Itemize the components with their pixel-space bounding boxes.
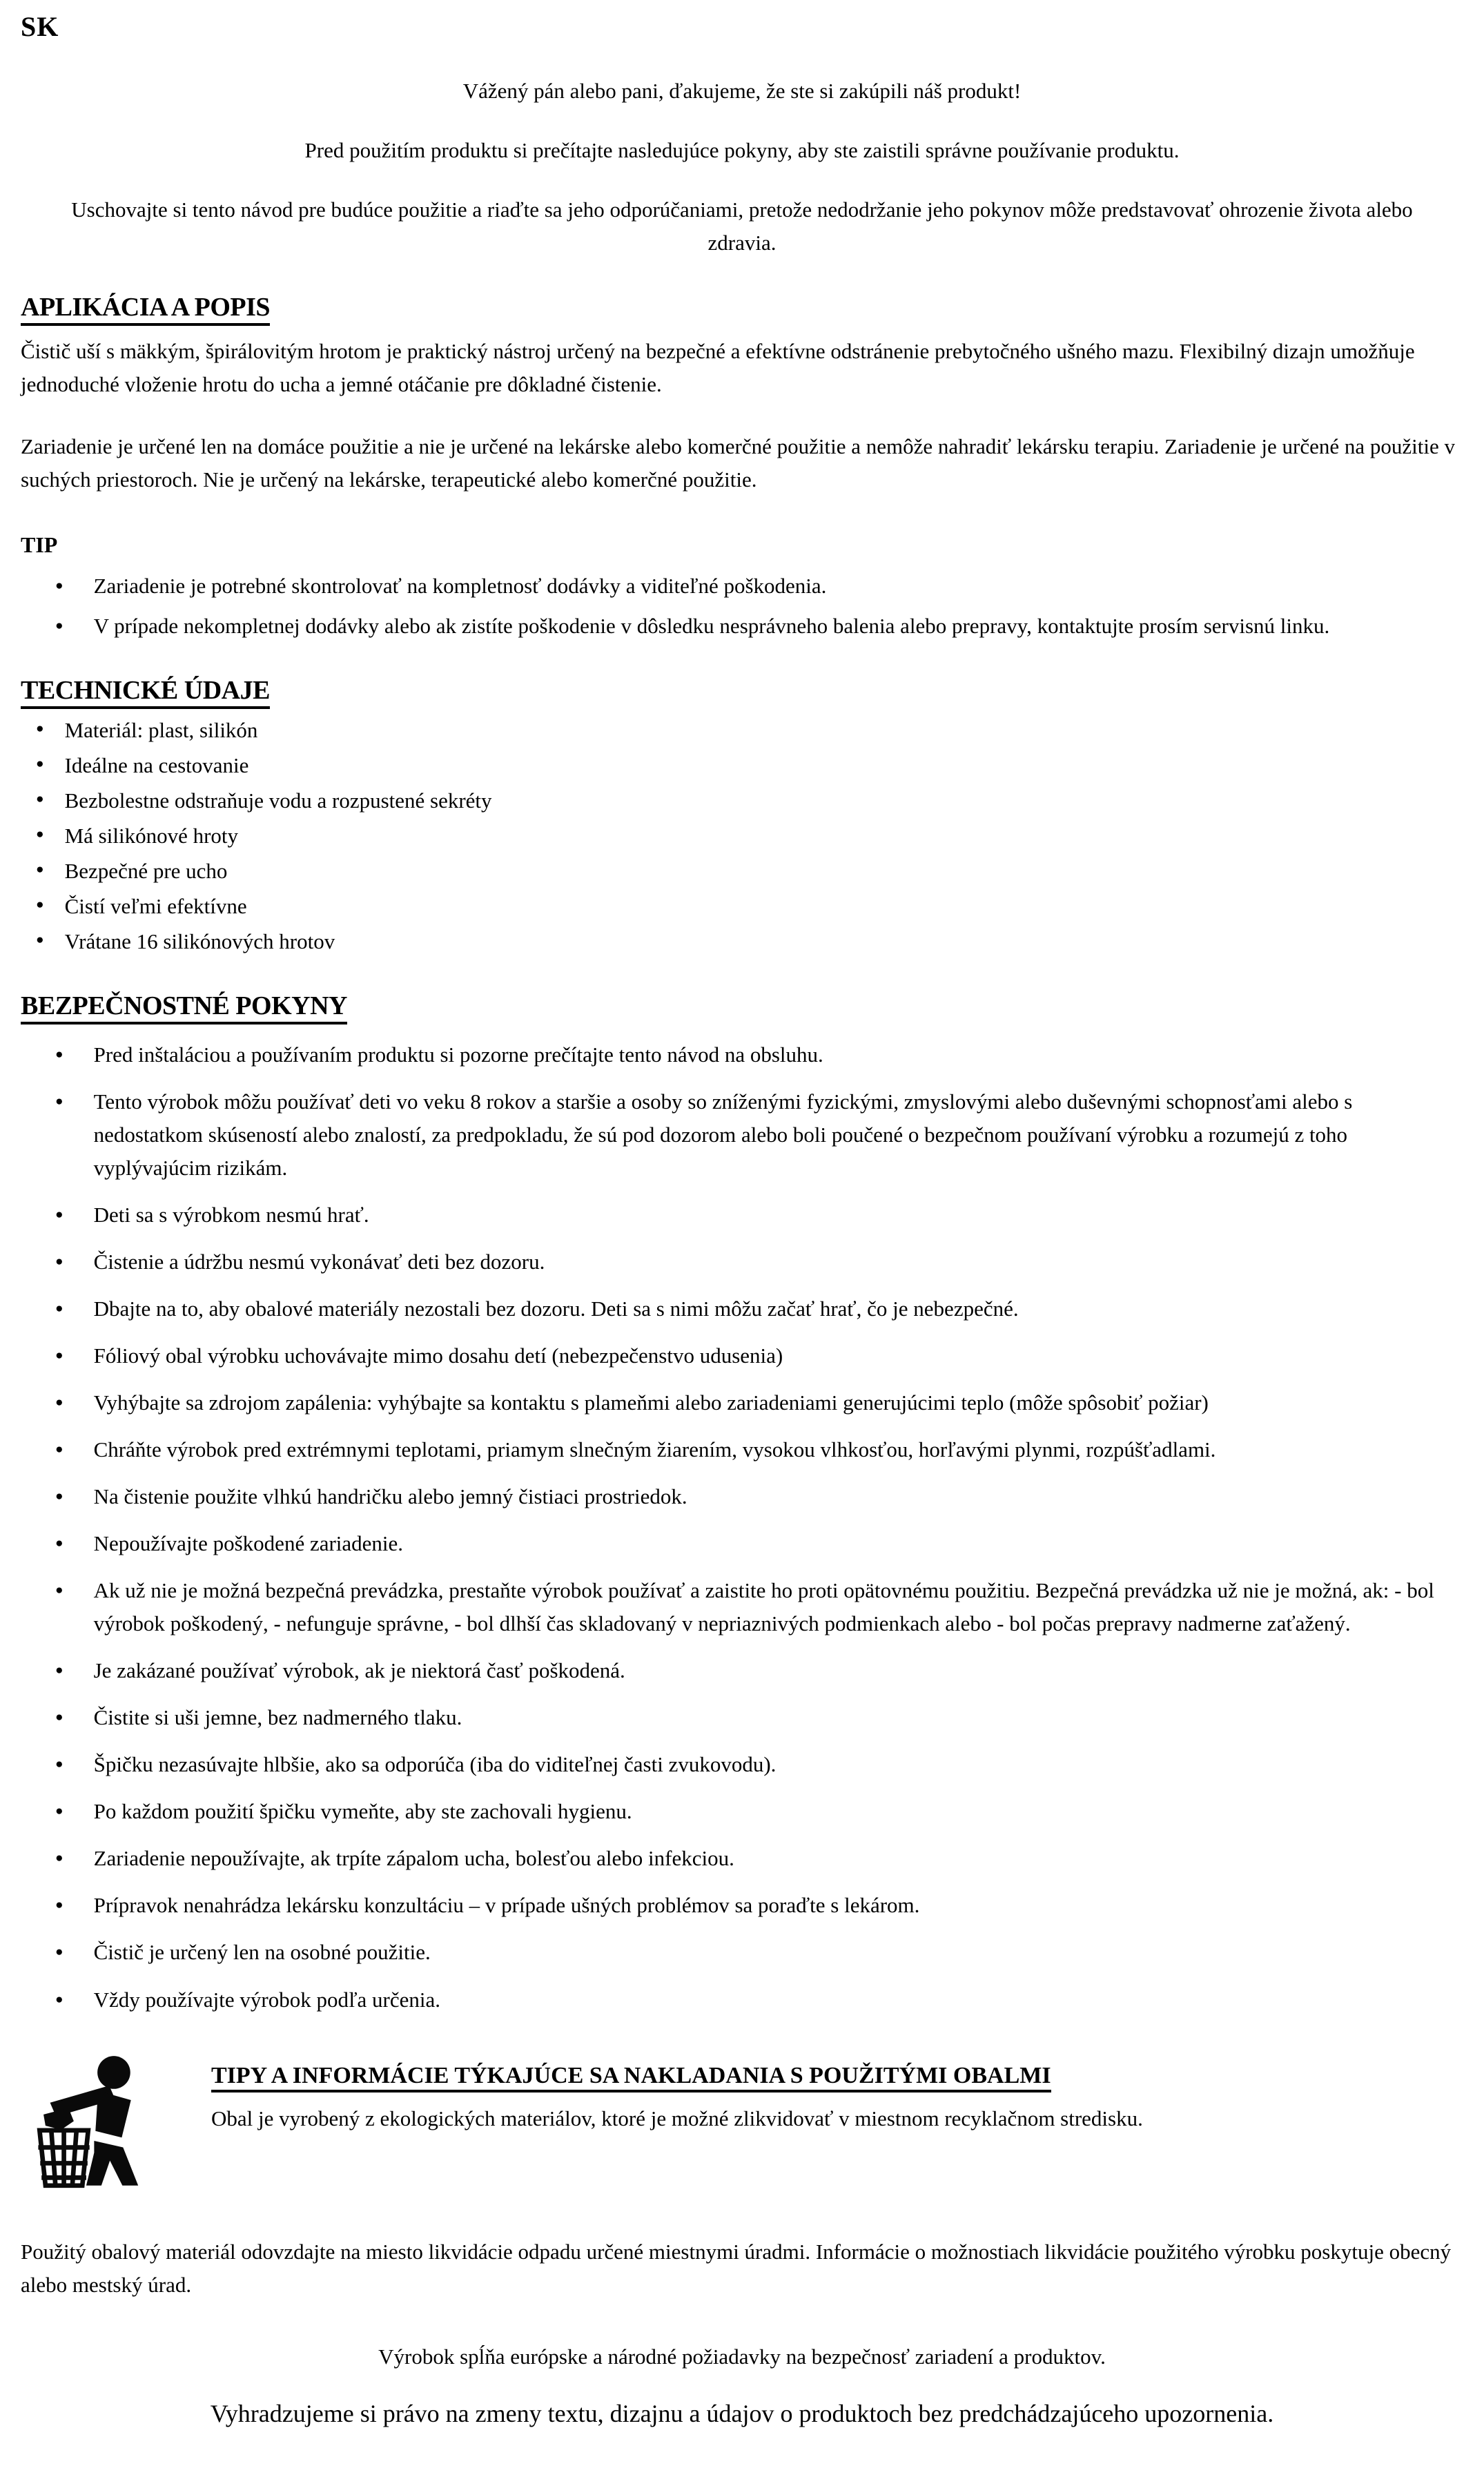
list-item	[21, 1292, 1463, 1325]
bullet-icon: ●	[36, 862, 44, 877]
list-item	[21, 890, 1463, 923]
list-item	[21, 1339, 1463, 1372]
list-item	[21, 714, 1463, 747]
list-item	[21, 855, 1463, 888]
safety-item-text: Fóliový obal výrobku uchovávajte mimo dosahu detí (nebezpečenstvo udusenia)	[93, 1343, 783, 1368]
safety-item-text: Po každom použití špičku vymeňte, aby ste zachovali hygienu.	[93, 1799, 632, 1824]
bullet-icon: ●	[55, 1945, 64, 1960]
tidyman-disposal-icon	[30, 2050, 168, 2191]
list-item	[21, 1795, 1463, 1828]
packaging-title: TIPY A INFORMÁCIE TÝKAJÚCE SA NAKLADANIA S POUŽITÝMI OBALMI	[211, 2063, 1051, 2092]
intro-keep-manual: Uschovajte si tento návod pre budúce použitie a riaďte sa jeho odporúčaniami, pretože nedodržanie jeho pokynov môže predstavovať ohrozenie života alebo zdravia.	[71, 197, 1413, 255]
bullet-icon: ●	[55, 1047, 64, 1062]
safety-item-text: Vždy používajte výrobok podľa určenia.	[93, 1987, 441, 2012]
safety-item-text: Špičku nezasúvajte hlbšie, ako sa odporúča (iba do viditeľnej časti zvukovodu).	[93, 1752, 777, 1777]
list-item	[21, 570, 1463, 603]
list-item	[21, 1198, 1463, 1232]
bullet-icon: ●	[36, 721, 44, 737]
list-item	[21, 1701, 1463, 1734]
bullet-icon: ●	[55, 1489, 64, 1504]
list-item	[21, 610, 1463, 643]
technical-item-text: Má silikónové hroty	[64, 824, 239, 848]
safety-item-text: Na čistenie použite vlhkú handričku alebo jemný čistiaci prostriedok.	[93, 1484, 687, 1508]
safety-item-text: Čistič je určený len na osobné použitie.	[93, 1940, 431, 1965]
technical-item-text: Čistí veľmi efektívne	[64, 894, 247, 919]
section-safety	[21, 990, 1463, 1024]
section-application-title: APLIKÁCIA A POPIS	[21, 293, 270, 326]
list-item	[21, 819, 1463, 853]
bullet-icon: ●	[55, 1757, 64, 1772]
list-item	[21, 1889, 1463, 1922]
section-tip-title: TIP	[21, 532, 58, 558]
section-safety-title: BEZPEČNOSTNÉ POKYNY	[21, 991, 347, 1024]
technical-list	[21, 714, 1463, 958]
tip-item-text: Zariadenie je potrebné skontrolovať na kompletnosť dodávky a viditeľné poškodenia.	[93, 574, 827, 599]
list-item	[21, 1433, 1463, 1466]
list-item	[21, 784, 1463, 817]
application-paragraph-2: Zariadenie je určené len na domáce použitie a nie je určené na lekárske alebo komerčné použitie a nemôže nahradiť lekársku terapiu. Zariadenie je určené na použitie v suchých priestoroch. Nie je určený na lekárske, terapeutické alebo komerčné použitie.	[21, 434, 1456, 492]
intro-greeting: Vážený pán alebo pani, ďakujeme, že ste si zakúpili náš produkt!	[462, 79, 1022, 103]
bullet-icon: ●	[36, 897, 44, 913]
technical-item-text: Bezbolestne odstraňuje vodu a rozpustené sekréty	[64, 788, 492, 813]
bullet-icon: ●	[55, 1710, 64, 1725]
bullet-icon: ●	[55, 1992, 64, 2007]
safety-item-text: Chráňte výrobok pred extrémnymi teplotami, priamym slnečným žiarením, vysokou vlhkosťou, horľavými plynmi, rozpúšťadlami.	[93, 1437, 1216, 1462]
bullet-icon: ●	[55, 579, 64, 594]
safety-list	[21, 1038, 1463, 2017]
bullet-icon: ●	[36, 757, 44, 772]
packaging-text-column	[211, 2050, 1143, 2157]
application-paragraph-1: Čistič uší s mäkkým, špirálovitým hrotom je praktický nástroj určený na bezpečné a efektívne odstránenie prebytočného ušného mazu. Flexibilný dizajn umožňuje jednoduché vloženie hrotu do ucha a jemné otáčanie pre dôkladné čistenie.	[21, 339, 1415, 397]
list-item	[21, 1085, 1463, 1185]
technical-item-text: Vrátane 16 silikónových hrotov	[64, 929, 335, 954]
safety-item-text: Ak už nie je možná bezpečná prevádzka, prestaňte výrobok používať a zaistite ho proti opätovnému použitiu. Bezpečná prevádzka už nie je možná, ak: - bol výrobok poškodený, - nefunguje správne, - bol dlhší čas skladovaný v nepriaznivých podmienkach alebo - bol počas prepravy nadmerne zaťažený.	[93, 1578, 1434, 1636]
safety-item-text: Pred inštaláciou a používaním produktu si pozorne prečítajte tento návod na obsluhu.	[93, 1042, 823, 1067]
bullet-icon: ●	[36, 792, 44, 807]
safety-item-text: Čistite si uši jemne, bez nadmerného tlaku.	[93, 1705, 462, 1730]
list-item	[21, 1748, 1463, 1781]
compliance-statement: Výrobok spĺňa európske a národné požiadavky na bezpečnosť zariadení a produktov.	[378, 2344, 1106, 2369]
list-item	[21, 1245, 1463, 1279]
tip-list	[21, 570, 1463, 643]
bullet-icon: ●	[55, 1395, 64, 1410]
list-item	[21, 1386, 1463, 1419]
technical-item-text: Bezpečné pre ucho	[64, 859, 228, 884]
bullet-icon: ●	[55, 1441, 64, 1457]
safety-item-text: Deti sa s výrobkom nesmú hrať.	[93, 1202, 369, 1227]
section-technical-title: TECHNICKÉ ÚDAJE	[21, 676, 270, 709]
disposal-paragraph: Použitý obalový materiál odovzdajte na miesto likvidácie odpadu určené miestnymi úradmi. Informácie o možnostiach likvidácie použitého výrobku poskytuje obecný alebo mestský úrad.	[21, 2239, 1452, 2297]
bullet-icon: ●	[55, 1536, 64, 1551]
section-technical	[21, 674, 1463, 708]
list-item	[21, 1038, 1463, 1071]
technical-item-text: Ideálne na cestovanie	[64, 753, 249, 778]
list-item	[21, 925, 1463, 958]
safety-item-text: Nepoužívajte poškodené zariadenie.	[93, 1531, 404, 1556]
list-item	[21, 749, 1463, 782]
packaging-text: Obal je vyrobený z ekologických materiálov, ktoré je možné zlikvidovať v miestnom recyklačnom stredisku.	[211, 2106, 1143, 2130]
list-item	[21, 1527, 1463, 1560]
safety-item-text: Prípravok nenahrádza lekársku konzultáciu – v prípade ušných problémov sa poraďte s lekárom.	[93, 1893, 920, 1918]
section-application	[21, 291, 1463, 325]
bullet-icon: ●	[55, 1663, 64, 1678]
safety-item-text: Vyhýbajte sa zdrojom zapálenia: vyhýbajte sa kontaktu s plameňmi alebo zariadeniami generujúcimi teplo (môže spôsobiť požiar)	[93, 1390, 1209, 1415]
safety-item-text: Zariadenie nepoužívajte, ak trpíte zápalom ucha, bolesťou alebo infekciou.	[93, 1846, 734, 1871]
bullet-icon: ●	[55, 1348, 64, 1363]
bullet-icon: ●	[36, 827, 44, 842]
bullet-icon: ●	[55, 1583, 64, 1598]
safety-item-text: Je zakázané používať výrobok, ak je niektorá časť poškodená.	[93, 1658, 625, 1683]
list-item	[21, 1936, 1463, 1969]
bullet-icon: ●	[55, 1898, 64, 1913]
list-item	[21, 1983, 1463, 2017]
language-code: SK	[21, 11, 59, 42]
packaging-section	[21, 2050, 1463, 2191]
bullet-icon: ●	[55, 1804, 64, 1819]
safety-item-text: Tento výrobok môžu používať deti vo veku 8 rokov a staršie a osoby so zníženými fyzickými, zmyslovými alebo duševnými schopnosťami alebo s nedostatkom skúseností alebo znalostí, za predpokladu, že sú pod dozorom alebo boli poučené o bezpečnom používaní výrobku a rozumejú z toho vyplývajúcim rizikám.	[93, 1089, 1353, 1180]
bullet-icon: ●	[55, 1301, 64, 1316]
list-item	[21, 1842, 1463, 1875]
bullet-icon: ●	[55, 619, 64, 634]
bullet-icon: ●	[55, 1851, 64, 1866]
technical-item-text: Materiál: plast, silikón	[64, 718, 258, 743]
safety-item-text: Dbajte na to, aby obalové materiály nezostali bez dozoru. Deti sa s nimi môžu začať hrať, čo je nebezpečné.	[93, 1296, 1019, 1321]
list-item	[21, 1574, 1463, 1640]
list-item	[21, 1654, 1463, 1687]
bullet-icon: ●	[55, 1207, 64, 1222]
safety-item-text: Čistenie a údržbu nesmú vykonávať deti bez dozoru.	[93, 1249, 545, 1274]
bullet-icon: ●	[55, 1094, 64, 1109]
list-item	[21, 1480, 1463, 1513]
bullet-icon: ●	[36, 933, 44, 948]
tip-item-text: V prípade nekompletnej dodávky alebo ak zistíte poškodenie v dôsledku nesprávneho balenia alebo prepravy, kontaktujte prosím servisnú linku.	[93, 614, 1330, 639]
intro-read-first: Pred použitím produktu si prečítajte nasledujúce pokyny, aby ste zaistili správne používanie produktu.	[304, 138, 1180, 163]
rights-statement: Vyhradzujeme si právo na zmeny textu, dizajnu a údajov o produktoch bez predchádzajúceho upozornenia.	[210, 2399, 1274, 2427]
bullet-icon: ●	[55, 1254, 64, 1269]
